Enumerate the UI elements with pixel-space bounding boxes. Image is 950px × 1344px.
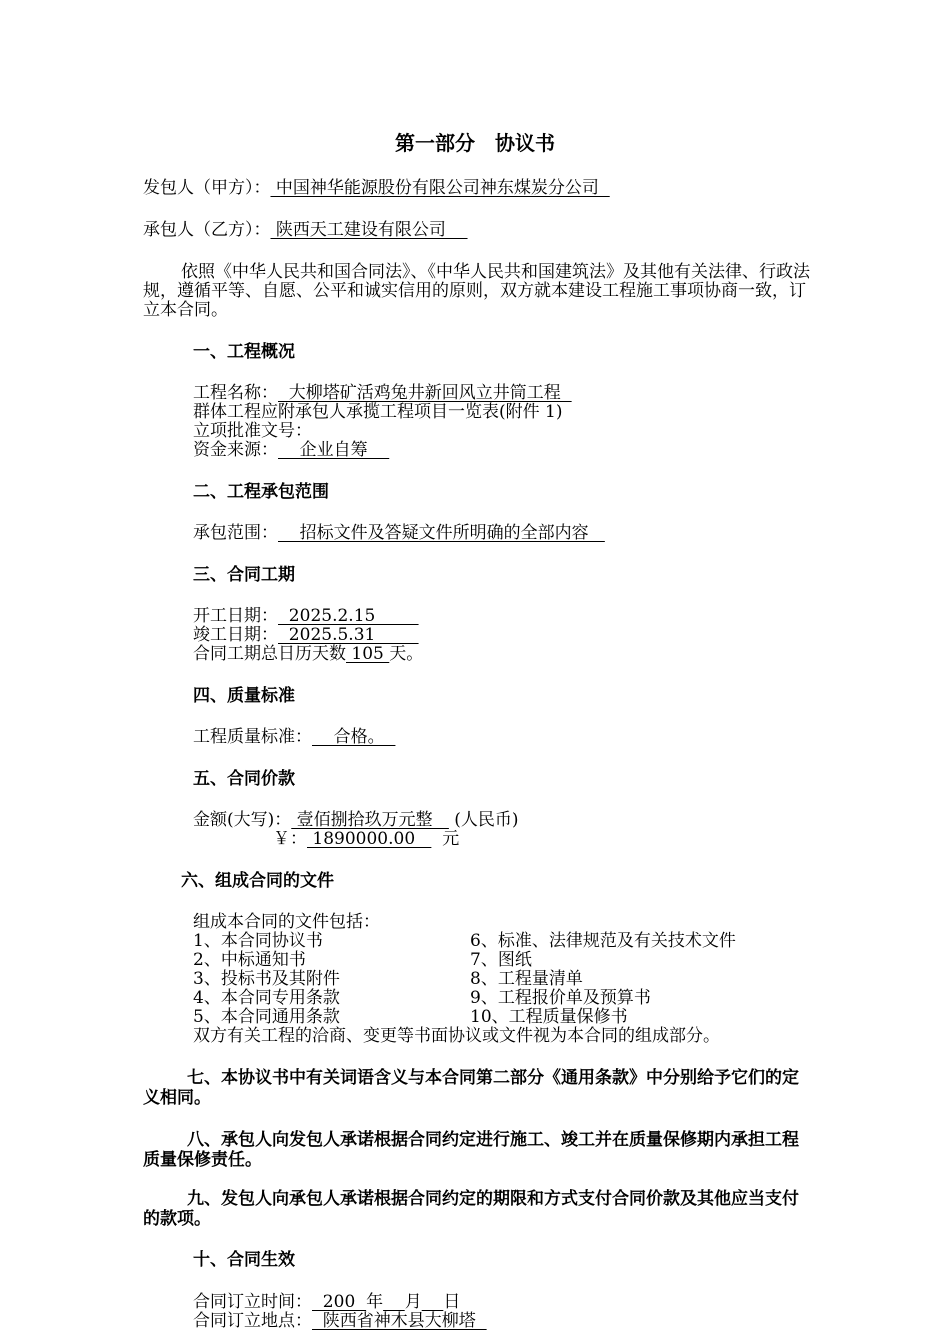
documents-right-item-6: 6、标准、法律规范及有关技术文件 [470,931,736,951]
section-8-paragraph: 八、承包人向发包人承诺根据合同约定进行施工、竣工并在质量保修期内承担工程质量保修责任。 [143,1130,799,1170]
party-a-label: 发包人（甲方）： [143,178,271,198]
scope-label: 承包范围： [193,523,278,543]
section-7-paragraph: 七、本协议书中有关词语含义与本合同第二部分《通用条款》中分别给予它们的定义相同。 [143,1068,799,1108]
documents-right-item-8: 8、工程量清单 [470,969,583,989]
documents-right-item-9: 9、工程报价单及预算书 [470,988,651,1008]
project-name-label: 工程名称： [193,383,278,403]
approval-line [193,421,312,441]
documents-left-item-2: 2、中标通知书 [193,950,306,970]
amount-line [193,810,519,830]
documents-footer: 双方有关工程的洽商、变更等书面协议或文件视为本合同的组成部分。 [193,1026,720,1046]
section-1-heading: 一、工程概况 [193,342,295,362]
project-name-value: 大柳塔矿活鸡兔井新回风立井筒工程 [278,383,572,403]
sign-time-month-unit: 月 [404,1292,422,1312]
section-6-heading: 六、组成合同的文件 [181,871,334,891]
quality-value: 合格。 [312,727,396,747]
quality-label: 工程质量标准： [193,727,312,747]
total-days-prefix: 合同工期总日历天数 [193,644,346,664]
section-5-heading: 五、合同价款 [193,769,295,789]
amount-value: 壹佰捌拾玖万元整 [291,810,449,830]
yen-unit: 元 [442,829,460,849]
intro-paragraph: 依照《中华人民共和国合同法》、《中华人民共和国建筑法》及其他有关法律、行政法规，遵循平等、自愿、公平和诚实信用的原则，双方就本建设工程施工事项协商一致，订立本合同。 [143,262,810,320]
sign-time-label: 合同订立时间： [193,1292,312,1312]
party-b-label: 承包人（乙方）： [143,220,271,240]
party-a-line [143,178,610,198]
sign-time-day [422,1292,444,1312]
party-a-value: 中国神华能源股份有限公司神东煤炭分公司 [270,178,610,198]
total-days-line [193,644,423,664]
group-project-note: 群体工程应附承包人承揽工程项目一览表(附件 1) [193,402,563,422]
section-4-heading: 四、质量标准 [193,686,295,706]
documents-left-item-1: 1、本合同协议书 [193,931,323,951]
end-date-value: 2025.5.31 [278,625,419,645]
end-date-line [193,625,419,645]
section-9-paragraph: 九、发包人向承包人承诺根据合同约定的期限和方式支付合同价款及其他应当支付的款项。 [143,1189,799,1229]
party-b-line [143,220,468,240]
documents-left-item-4: 4、本合同专用条款 [193,988,340,1008]
sign-place-label: 合同订立地点： [193,1311,312,1331]
amount-unit: (人民币) [454,810,519,830]
section-3-heading: 三、合同工期 [193,565,295,585]
end-date-label: 竣工日期： [193,625,278,645]
start-date-label: 开工日期： [193,606,278,626]
yen-label: ￥： [273,829,307,849]
yen-value: 1890000.00 [307,829,432,849]
start-date-line [193,606,419,626]
sign-time-year-unit: 年 [366,1292,384,1312]
party-b-value: 陕西天工建设有限公司 [270,220,468,240]
section-10-heading: 十、合同生效 [193,1250,295,1270]
start-date-value: 2025.2.15 [278,606,419,626]
sign-time-line [193,1292,460,1312]
sign-place-value: 陕西省神木县大柳塔 [312,1311,487,1331]
project-name-line [193,383,572,403]
amount-label: 金额(大写)： [193,810,292,830]
page-title: 第一部分 协议书 [395,131,555,155]
documents-left-item-3: 3、投标书及其附件 [193,969,340,989]
scope-line [193,523,605,543]
fund-line [193,440,389,460]
approval-label: 立项批准文号： [193,421,312,441]
sign-time-year: 200 [312,1292,367,1312]
yen-line [273,829,459,849]
documents-right-item-7: 7、图纸 [470,950,532,970]
sign-place-line [193,1311,487,1331]
fund-value: 企业自筹 [278,440,390,460]
documents-intro: 组成本合同的文件包括： [193,912,380,932]
scope-value: 招标文件及答疑文件所明确的全部内容 [278,523,605,543]
sign-time-month [383,1292,405,1312]
sign-time-day-unit: 日 [443,1292,461,1312]
documents-left-item-5: 5、本合同通用条款 [193,1007,340,1027]
fund-label: 资金来源： [193,440,278,460]
total-days-suffix: 天。 [389,644,424,664]
section-2-heading: 二、工程承包范围 [193,482,329,502]
quality-line [193,727,395,747]
total-days-value: 105 [346,644,390,664]
documents-right-item-10: 10、工程质量保修书 [470,1007,628,1027]
